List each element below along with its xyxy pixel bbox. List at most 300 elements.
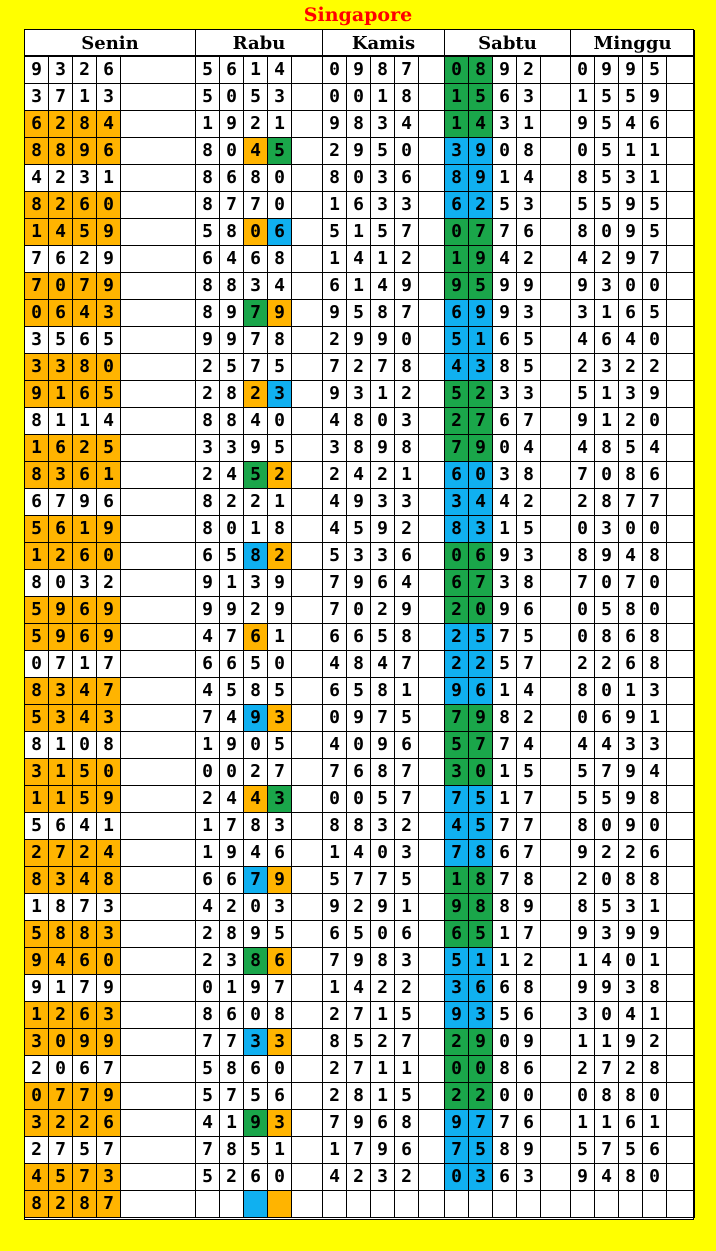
blank-cell [292,462,323,489]
blank-cell [292,57,323,84]
result-digit: 7 [220,1083,244,1110]
result-digit: 9 [323,111,347,138]
result-digit: 7 [619,489,643,516]
result-digit: 1 [571,948,595,975]
result-digit: 5 [268,732,292,759]
blank-cell [541,624,571,651]
result-digit: 2 [244,111,268,138]
result-digit: 8 [395,84,419,111]
blank-cell [292,921,323,948]
blank-cell [292,624,323,651]
blank-cell [292,543,323,570]
blank-cell [541,732,571,759]
result-digit: 9 [347,948,371,975]
result-digit: 5 [493,1002,517,1029]
blank-cell [667,1029,695,1056]
result-digit: 2 [323,1002,347,1029]
result-digit: 9 [220,111,244,138]
blank-cell [541,1137,571,1164]
blank-cell [667,1191,695,1218]
result-digit: 3 [445,975,469,1002]
result-digit: 8 [196,408,220,435]
blank-cell [419,786,445,813]
result-digit: 4 [595,1164,619,1191]
result-digit: 4 [571,732,595,759]
result-digit: 2 [517,57,541,84]
result-digit: 5 [196,1164,220,1191]
result-digit: 9 [619,246,643,273]
result-digit: 6 [268,840,292,867]
result-digit: 1 [571,1029,595,1056]
result-digit: 2 [517,948,541,975]
result-digit [571,1191,595,1218]
result-digit: 1 [97,165,121,192]
result-digit: 0 [517,1083,541,1110]
result-digit: 6 [643,111,667,138]
result-digit: 7 [445,435,469,462]
result-digit: 0 [244,1002,268,1029]
result-digit: 1 [493,921,517,948]
result-digit: 0 [619,273,643,300]
result-digit: 3 [97,84,121,111]
result-digit: 8 [643,543,667,570]
result-digit: 4 [571,246,595,273]
result-digit: 1 [49,732,73,759]
result-digit: 2 [517,489,541,516]
result-digit: 0 [445,219,469,246]
result-digit: 3 [347,543,371,570]
blank-cell [419,1191,445,1218]
result-digit: 3 [493,462,517,489]
blank-cell [121,516,196,543]
result-digit: 9 [220,840,244,867]
result-digit: 9 [595,975,619,1002]
result-digit: 1 [49,759,73,786]
blank-cell [541,840,571,867]
result-digit: 9 [196,327,220,354]
result-digit: 3 [268,786,292,813]
page-title: Singapore [303,4,413,26]
result-digit: 2 [49,192,73,219]
result-digit: 3 [25,327,49,354]
blank-cell [121,705,196,732]
blank-cell [541,1191,571,1218]
result-digit: 9 [469,138,493,165]
blank-cell [419,975,445,1002]
result-digit: 2 [445,1083,469,1110]
result-digit: 7 [347,1002,371,1029]
blank-cell [292,1083,323,1110]
result-digit: 9 [323,894,347,921]
blank-cell [292,597,323,624]
result-digit: 2 [595,840,619,867]
blank-cell [121,246,196,273]
result-digit: 0 [220,84,244,111]
result-digit: 2 [643,1029,667,1056]
result-digit: 6 [643,840,667,867]
blank-cell [121,1110,196,1137]
result-digit: 6 [196,246,220,273]
result-digit: 7 [73,1083,97,1110]
result-digit: 9 [371,1137,395,1164]
blank-cell [121,273,196,300]
result-digit: 3 [595,354,619,381]
blank-cell [419,948,445,975]
result-digit: 0 [595,1002,619,1029]
result-digit: 8 [25,570,49,597]
result-digit: 2 [571,1056,595,1083]
result-digit: 9 [244,921,268,948]
result-digit: 5 [220,543,244,570]
result-digit: 0 [347,786,371,813]
blank-cell [121,354,196,381]
blank-cell [121,138,196,165]
result-digit: 1 [323,975,347,1002]
blank-cell [292,948,323,975]
result-digit: 8 [395,624,419,651]
blank-cell [667,1164,695,1191]
result-digit: 5 [595,165,619,192]
blank-cell [541,1083,571,1110]
result-digit [220,1191,244,1218]
result-digit: 9 [643,381,667,408]
result-digit: 8 [571,543,595,570]
blank-cell [121,840,196,867]
result-digit: 5 [517,759,541,786]
result-digit: 1 [97,462,121,489]
blank-cell [292,813,323,840]
result-digit: 5 [469,1137,493,1164]
result-digit: 6 [371,1110,395,1137]
result-digit: 3 [371,111,395,138]
result-digit: 9 [595,57,619,84]
result-digit: 3 [323,435,347,462]
blank-cell [292,678,323,705]
result-digit: 0 [469,462,493,489]
result-digit: 7 [25,246,49,273]
blank-cell [419,921,445,948]
result-digit: 9 [25,948,49,975]
result-digit: 8 [25,732,49,759]
result-digit: 1 [595,1110,619,1137]
result-digit: 6 [220,651,244,678]
result-digit: 0 [244,894,268,921]
result-digit: 4 [220,786,244,813]
blank-cell [541,462,571,489]
result-digit: 8 [571,894,595,921]
result-digit: 7 [517,651,541,678]
result-digit: 8 [643,975,667,1002]
result-digit: 1 [493,678,517,705]
blank-cell [121,192,196,219]
result-digit: 6 [97,489,121,516]
result-digit: 1 [619,138,643,165]
blank-cell [121,165,196,192]
result-digit: 5 [25,597,49,624]
result-digit: 9 [244,435,268,462]
blank-cell [292,84,323,111]
blank-cell [667,786,695,813]
blank-cell [121,1137,196,1164]
result-digit: 4 [73,705,97,732]
result-digit: 8 [73,111,97,138]
result-digit: 8 [220,921,244,948]
result-digit: 5 [619,1137,643,1164]
result-digit: 2 [220,1164,244,1191]
result-digit: 9 [493,543,517,570]
result-digit: 4 [73,300,97,327]
blank-cell [121,867,196,894]
result-digit: 6 [244,246,268,273]
blank-cell [121,1029,196,1056]
blank-cell [121,894,196,921]
result-digit: 5 [268,921,292,948]
blank-cell [121,1056,196,1083]
result-digit: 1 [347,219,371,246]
result-digit: 8 [49,138,73,165]
result-digit: 5 [643,219,667,246]
blank-cell [541,57,571,84]
blank-cell [419,246,445,273]
result-digit: 5 [395,1083,419,1110]
result-digit: 7 [395,219,419,246]
result-digit: 9 [347,57,371,84]
blank-cell [541,354,571,381]
result-digit: 7 [323,597,347,624]
result-digit: 8 [517,570,541,597]
result-digit: 9 [196,597,220,624]
result-digit: 3 [469,1002,493,1029]
result-digit: 9 [49,597,73,624]
result-digit: 8 [493,1056,517,1083]
result-digit: 0 [619,948,643,975]
result-digit: 2 [73,1110,97,1137]
result-digit: 0 [268,165,292,192]
result-digit: 3 [493,381,517,408]
result-digit: 3 [268,705,292,732]
blank-cell [667,759,695,786]
result-digit: 9 [395,273,419,300]
result-digit: 0 [643,408,667,435]
result-digit: 4 [73,867,97,894]
result-digit: 9 [469,705,493,732]
result-digit: 1 [493,759,517,786]
result-digit: 5 [469,624,493,651]
result-digit: 4 [493,489,517,516]
result-digit: 8 [196,300,220,327]
result-digit: 6 [73,597,97,624]
result-digit: 1 [643,1002,667,1029]
result-digit: 8 [517,975,541,1002]
blank-cell [541,543,571,570]
result-digit: 7 [571,462,595,489]
blank-cell [541,921,571,948]
result-digit: 3 [25,354,49,381]
result-digit: 9 [73,1029,97,1056]
result-digit: 5 [571,192,595,219]
result-digit: 9 [469,435,493,462]
result-digit: 6 [347,759,371,786]
result-digit: 7 [268,759,292,786]
result-digit: 5 [268,678,292,705]
result-digit: 3 [517,381,541,408]
result-digit: 8 [97,867,121,894]
result-digit: 6 [469,543,493,570]
result-digit: 1 [220,570,244,597]
blank-cell [541,273,571,300]
result-digit: 1 [49,786,73,813]
result-digit: 2 [73,246,97,273]
result-digit: 7 [268,975,292,1002]
blank-cell [419,219,445,246]
blank-cell [541,894,571,921]
result-digit: 2 [347,894,371,921]
result-digit: 5 [73,759,97,786]
result-digit: 8 [469,840,493,867]
result-digit: 9 [97,1029,121,1056]
result-digit: 9 [619,192,643,219]
result-digit: 8 [196,1002,220,1029]
result-digit: 8 [493,354,517,381]
result-digit: 3 [643,678,667,705]
result-digit: 2 [395,1164,419,1191]
result-digit: 7 [220,813,244,840]
result-digit: 6 [73,327,97,354]
blank-cell [541,813,571,840]
blank-cell [667,246,695,273]
blank-cell [419,840,445,867]
result-digit: 6 [595,327,619,354]
blank-cell [667,192,695,219]
result-digit: 4 [571,327,595,354]
result-digit: 6 [268,1083,292,1110]
result-digit: 4 [97,111,121,138]
blank-cell [292,327,323,354]
result-digit: 9 [445,1002,469,1029]
result-digit: 0 [595,678,619,705]
result-digit: 7 [469,219,493,246]
result-digit: 2 [220,489,244,516]
result-digit: 1 [493,516,517,543]
result-digit: 0 [196,759,220,786]
result-digit: 6 [493,408,517,435]
blank-cell [667,84,695,111]
result-digit: 5 [619,84,643,111]
result-digit: 2 [323,1083,347,1110]
result-digit: 9 [395,597,419,624]
result-digit [268,1191,292,1218]
result-digit: 7 [395,651,419,678]
result-digit: 6 [25,111,49,138]
result-digit: 9 [97,273,121,300]
result-digit: 3 [643,732,667,759]
result-digit: 5 [268,138,292,165]
result-digit: 5 [595,192,619,219]
blank-cell [419,543,445,570]
result-digit: 1 [571,1110,595,1137]
result-digit: 4 [244,408,268,435]
blank-cell [419,1002,445,1029]
result-digit: 1 [220,975,244,1002]
result-digit: 8 [517,462,541,489]
result-digit: 0 [643,273,667,300]
result-digit: 1 [73,651,97,678]
result-digit: 7 [49,84,73,111]
result-digit: 8 [445,516,469,543]
blank-cell [419,1164,445,1191]
result-digit: 8 [643,624,667,651]
result-digit: 9 [97,219,121,246]
result-digit: 9 [371,732,395,759]
result-digit: 9 [97,975,121,1002]
blank-cell [541,651,571,678]
result-digit: 3 [469,354,493,381]
result-digit: 5 [469,273,493,300]
result-digit: 8 [244,813,268,840]
blank-cell [541,1056,571,1083]
result-digit: 7 [493,813,517,840]
result-digit: 9 [571,975,595,1002]
result-digit: 4 [469,489,493,516]
result-digit: 6 [469,678,493,705]
result-digit [619,1191,643,1218]
result-digit: 4 [445,354,469,381]
result-digit: 4 [97,840,121,867]
result-digit: 4 [97,408,121,435]
blank-cell [292,273,323,300]
result-digit: 6 [268,948,292,975]
result-digit: 5 [347,921,371,948]
blank-cell [541,165,571,192]
result-digit: 3 [268,1029,292,1056]
blank-cell [667,894,695,921]
result-digit: 5 [244,1137,268,1164]
result-digit: 3 [571,300,595,327]
result-digit: 2 [371,975,395,1002]
result-digit: 2 [73,435,97,462]
result-digit: 4 [323,1164,347,1191]
blank-cell [541,408,571,435]
result-digit: 4 [268,273,292,300]
result-digit: 3 [517,192,541,219]
result-digit: 7 [220,192,244,219]
result-digit: 1 [371,1083,395,1110]
result-digit: 1 [196,111,220,138]
result-digit: 2 [49,111,73,138]
result-digit: 8 [25,138,49,165]
result-digit: 3 [517,84,541,111]
result-digit: 6 [395,732,419,759]
result-digit: 8 [371,57,395,84]
result-digit: 8 [395,354,419,381]
blank-cell [292,1137,323,1164]
result-digit: 7 [493,867,517,894]
result-digit: 8 [220,1137,244,1164]
result-digit: 0 [493,138,517,165]
blank-cell [541,1110,571,1137]
result-digit: 5 [571,759,595,786]
result-digit: 6 [49,300,73,327]
result-digit: 1 [395,1056,419,1083]
result-digit: 6 [49,813,73,840]
result-digit: 7 [469,570,493,597]
result-digit: 8 [268,516,292,543]
blank-cell [541,219,571,246]
blank-cell [541,678,571,705]
result-digit: 9 [493,57,517,84]
result-digit: 6 [445,921,469,948]
result-digit: 7 [517,786,541,813]
